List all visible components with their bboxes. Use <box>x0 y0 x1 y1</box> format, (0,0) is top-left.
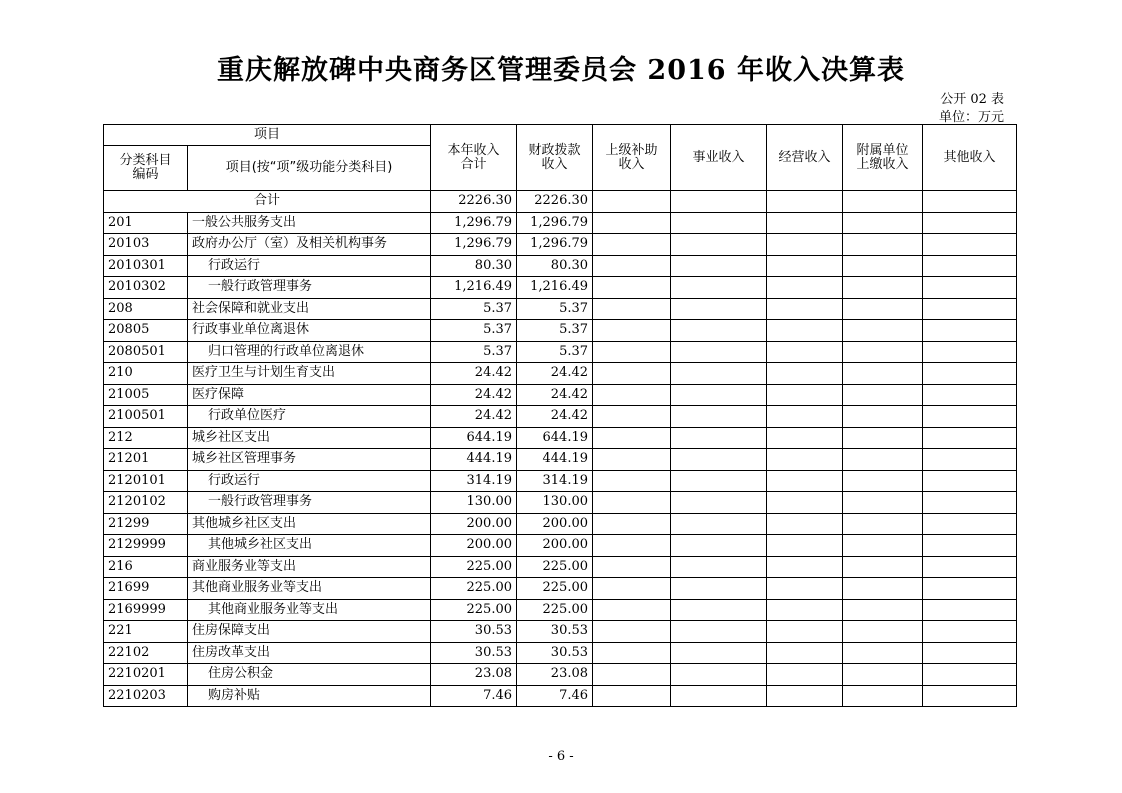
fiscal-cell: 5.37 <box>517 298 593 320</box>
item-name-cell: 一般行政管理事务 <box>188 277 431 299</box>
table-row <box>104 320 1017 342</box>
table-row <box>104 255 1017 277</box>
fiscal-cell: 30.53 <box>517 621 593 643</box>
empty-cell <box>671 621 767 643</box>
header-item-name: 项目(按“项”级功能分类科目) <box>188 146 431 191</box>
total-income-cell: 200.00 <box>431 513 517 535</box>
table-row <box>104 470 1017 492</box>
empty-cell <box>671 191 767 213</box>
total-income-cell: 30.53 <box>431 642 517 664</box>
total-income-cell: 1,296.79 <box>431 234 517 256</box>
empty-cell <box>923 513 1017 535</box>
empty-cell <box>593 234 671 256</box>
empty-cell <box>767 320 843 342</box>
empty-cell <box>671 578 767 600</box>
empty-cell <box>923 599 1017 621</box>
code-cell: 20805 <box>104 320 188 342</box>
item-name-cell: 医疗保障 <box>188 384 431 406</box>
fiscal-cell: 1,216.49 <box>517 277 593 299</box>
table-row <box>104 685 1017 707</box>
empty-cell <box>767 255 843 277</box>
empty-cell <box>843 492 923 514</box>
empty-cell <box>843 535 923 557</box>
item-name-cell: 商业服务业等支出 <box>188 556 431 578</box>
fiscal-cell: 24.42 <box>517 384 593 406</box>
empty-cell <box>923 664 1017 686</box>
empty-cell <box>923 492 1017 514</box>
item-name-cell: 城乡社区支出 <box>188 427 431 449</box>
fiscal-cell: 1,296.79 <box>517 234 593 256</box>
table-row <box>104 664 1017 686</box>
fiscal-cell: 24.42 <box>517 363 593 385</box>
empty-cell <box>593 621 671 643</box>
total-income-cell: 225.00 <box>431 599 517 621</box>
item-name-cell: 城乡社区管理事务 <box>188 449 431 471</box>
page-number: - 6 - <box>548 749 574 764</box>
fiscal-cell: 200.00 <box>517 513 593 535</box>
total-income-cell: 314.19 <box>431 470 517 492</box>
item-name-cell: 医疗卫生与计划生育支出 <box>188 363 431 385</box>
empty-cell <box>923 535 1017 557</box>
empty-cell <box>671 341 767 363</box>
empty-cell <box>593 556 671 578</box>
total-income-cell: 24.42 <box>431 406 517 428</box>
empty-cell <box>767 599 843 621</box>
code-cell: 212 <box>104 427 188 449</box>
code-cell: 208 <box>104 298 188 320</box>
total-income-cell: 225.00 <box>431 578 517 600</box>
empty-cell <box>923 427 1017 449</box>
empty-cell <box>593 191 671 213</box>
total-income-cell: 130.00 <box>431 492 517 514</box>
form-number: 公开 02 表 <box>940 92 1004 107</box>
empty-cell <box>671 234 767 256</box>
fiscal-cell: 24.42 <box>517 406 593 428</box>
code-cell: 2210203 <box>104 685 188 707</box>
header-fiscal: 财政拨款收入 <box>517 125 593 191</box>
header-other: 其他收入 <box>923 125 1017 191</box>
total-income-cell: 5.37 <box>431 320 517 342</box>
empty-cell <box>671 449 767 471</box>
empty-cell <box>593 320 671 342</box>
empty-cell <box>767 363 843 385</box>
empty-cell <box>593 664 671 686</box>
table-row <box>104 492 1017 514</box>
item-name-cell: 行政运行 <box>188 470 431 492</box>
empty-cell <box>593 427 671 449</box>
fiscal-cell: 225.00 <box>517 556 593 578</box>
code-cell: 21201 <box>104 449 188 471</box>
empty-cell <box>843 212 923 234</box>
total-label: 合计 <box>104 191 431 213</box>
empty-cell <box>923 621 1017 643</box>
table-row <box>104 341 1017 363</box>
empty-cell <box>767 384 843 406</box>
empty-cell <box>923 320 1017 342</box>
code-cell: 2100501 <box>104 406 188 428</box>
empty-cell <box>593 341 671 363</box>
total-income-cell: 444.19 <box>431 449 517 471</box>
table-row <box>104 277 1017 299</box>
item-name-cell: 其他商业服务业等支出 <box>188 599 431 621</box>
fiscal-cell: 5.37 <box>517 320 593 342</box>
empty-cell <box>843 384 923 406</box>
item-name-cell: 其他城乡社区支出 <box>188 513 431 535</box>
total-income-cell: 7.46 <box>431 685 517 707</box>
empty-cell <box>767 212 843 234</box>
empty-cell <box>923 642 1017 664</box>
header-total-income: 本年收入合计 <box>431 125 517 191</box>
item-name-cell: 一般行政管理事务 <box>188 492 431 514</box>
item-name-cell: 住房改革支出 <box>188 642 431 664</box>
empty-cell <box>923 578 1017 600</box>
table-row <box>104 621 1017 643</box>
table-row <box>104 642 1017 664</box>
empty-cell <box>593 449 671 471</box>
table-row <box>104 556 1017 578</box>
header-items: 项目 <box>104 125 431 146</box>
empty-cell <box>593 255 671 277</box>
fiscal-cell: 5.37 <box>517 341 593 363</box>
item-name-cell: 购房补贴 <box>188 685 431 707</box>
empty-cell <box>767 234 843 256</box>
total-income-cell: 225.00 <box>431 556 517 578</box>
empty-cell <box>593 212 671 234</box>
empty-cell <box>767 578 843 600</box>
fiscal-cell: 7.46 <box>517 685 593 707</box>
code-cell: 21299 <box>104 513 188 535</box>
empty-cell <box>843 664 923 686</box>
header-code: 分类科目编码 <box>104 146 188 191</box>
table-row <box>104 212 1017 234</box>
table-row <box>104 298 1017 320</box>
header-operating: 经营收入 <box>767 125 843 191</box>
total-income-value: 2226.30 <box>431 191 517 213</box>
empty-cell <box>671 320 767 342</box>
total-income-cell: 23.08 <box>431 664 517 686</box>
item-name-cell: 其他商业服务业等支出 <box>188 578 431 600</box>
empty-cell <box>767 642 843 664</box>
empty-cell <box>923 234 1017 256</box>
table-row <box>104 427 1017 449</box>
empty-cell <box>671 427 767 449</box>
empty-cell <box>767 277 843 299</box>
empty-cell <box>843 320 923 342</box>
total-income-cell: 644.19 <box>431 427 517 449</box>
item-name-cell: 住房公积金 <box>188 664 431 686</box>
page-title: 重庆解放碑中央商务区管理委员会 2016 年收入决算表 <box>217 55 905 86</box>
empty-cell <box>593 492 671 514</box>
empty-cell <box>767 191 843 213</box>
empty-cell <box>671 384 767 406</box>
header-superior-subsidy: 上级补助收入 <box>593 125 671 191</box>
empty-cell <box>593 513 671 535</box>
empty-cell <box>767 535 843 557</box>
item-name-cell: 行政单位医疗 <box>188 406 431 428</box>
item-name-cell: 住房保障支出 <box>188 621 431 643</box>
empty-cell <box>671 470 767 492</box>
empty-cell <box>843 255 923 277</box>
empty-cell <box>671 406 767 428</box>
empty-cell <box>767 427 843 449</box>
empty-cell <box>923 341 1017 363</box>
empty-cell <box>593 685 671 707</box>
empty-cell <box>923 406 1017 428</box>
empty-cell <box>593 599 671 621</box>
total-income-cell: 24.42 <box>431 384 517 406</box>
empty-cell <box>767 449 843 471</box>
empty-cell <box>767 513 843 535</box>
header-affiliated: 附属单位上缴收入 <box>843 125 923 191</box>
empty-cell <box>843 363 923 385</box>
empty-cell <box>671 255 767 277</box>
empty-cell <box>671 535 767 557</box>
total-row <box>104 191 1017 213</box>
empty-cell <box>923 685 1017 707</box>
table-row <box>104 578 1017 600</box>
total-income-cell: 80.30 <box>431 255 517 277</box>
income-table <box>103 124 1017 707</box>
empty-cell <box>671 363 767 385</box>
empty-cell <box>923 255 1017 277</box>
code-cell: 2080501 <box>104 341 188 363</box>
empty-cell <box>593 535 671 557</box>
fiscal-cell: 225.00 <box>517 599 593 621</box>
code-cell: 21005 <box>104 384 188 406</box>
total-income-cell: 200.00 <box>431 535 517 557</box>
header-business: 事业收入 <box>671 125 767 191</box>
fiscal-cell: 80.30 <box>517 255 593 277</box>
total-income-cell: 5.37 <box>431 298 517 320</box>
code-cell: 201 <box>104 212 188 234</box>
item-name-cell: 社会保障和就业支出 <box>188 298 431 320</box>
empty-cell <box>843 191 923 213</box>
empty-cell <box>843 406 923 428</box>
fiscal-cell: 130.00 <box>517 492 593 514</box>
code-cell: 210 <box>104 363 188 385</box>
empty-cell <box>923 384 1017 406</box>
item-name-cell: 其他城乡社区支出 <box>188 535 431 557</box>
empty-cell <box>671 298 767 320</box>
code-cell: 2010302 <box>104 277 188 299</box>
code-cell: 221 <box>104 621 188 643</box>
table-row <box>104 449 1017 471</box>
fiscal-cell: 23.08 <box>517 664 593 686</box>
empty-cell <box>671 212 767 234</box>
table-row <box>104 234 1017 256</box>
total-income-cell: 24.42 <box>431 363 517 385</box>
empty-cell <box>843 470 923 492</box>
empty-cell <box>923 277 1017 299</box>
total-income-cell: 30.53 <box>431 621 517 643</box>
empty-cell <box>843 599 923 621</box>
empty-cell <box>767 470 843 492</box>
empty-cell <box>923 298 1017 320</box>
empty-cell <box>767 406 843 428</box>
empty-cell <box>843 427 923 449</box>
fiscal-cell: 444.19 <box>517 449 593 471</box>
empty-cell <box>923 470 1017 492</box>
unit-label: 单位：万元 <box>938 110 1004 125</box>
total-income-cell: 5.37 <box>431 341 517 363</box>
code-cell: 2129999 <box>104 535 188 557</box>
empty-cell <box>843 298 923 320</box>
code-cell: 2010301 <box>104 255 188 277</box>
code-cell: 21699 <box>104 578 188 600</box>
empty-cell <box>843 556 923 578</box>
empty-cell <box>843 234 923 256</box>
empty-cell <box>593 363 671 385</box>
table-row <box>104 599 1017 621</box>
code-cell: 2169999 <box>104 599 188 621</box>
empty-cell <box>593 277 671 299</box>
table-row <box>104 384 1017 406</box>
empty-cell <box>593 470 671 492</box>
empty-cell <box>923 449 1017 471</box>
empty-cell <box>767 556 843 578</box>
empty-cell <box>923 556 1017 578</box>
code-cell: 2120102 <box>104 492 188 514</box>
empty-cell <box>767 664 843 686</box>
empty-cell <box>671 556 767 578</box>
table-row <box>104 535 1017 557</box>
empty-cell <box>843 685 923 707</box>
empty-cell <box>671 277 767 299</box>
total-income-cell: 1,216.49 <box>431 277 517 299</box>
item-name-cell: 一般公共服务支出 <box>188 212 431 234</box>
empty-cell <box>923 212 1017 234</box>
empty-cell <box>843 578 923 600</box>
empty-cell <box>843 341 923 363</box>
empty-cell <box>671 599 767 621</box>
item-name-cell: 归口管理的行政单位离退休 <box>188 341 431 363</box>
empty-cell <box>843 621 923 643</box>
empty-cell <box>843 642 923 664</box>
empty-cell <box>767 492 843 514</box>
empty-cell <box>593 298 671 320</box>
item-name-cell: 政府办公厅（室）及相关机构事务 <box>188 234 431 256</box>
empty-cell <box>767 621 843 643</box>
item-name-cell: 行政运行 <box>188 255 431 277</box>
empty-cell <box>843 449 923 471</box>
empty-cell <box>671 642 767 664</box>
fiscal-cell: 200.00 <box>517 535 593 557</box>
empty-cell <box>593 578 671 600</box>
code-cell: 20103 <box>104 234 188 256</box>
empty-cell <box>593 406 671 428</box>
fiscal-cell: 314.19 <box>517 470 593 492</box>
empty-cell <box>671 492 767 514</box>
empty-cell <box>671 685 767 707</box>
empty-cell <box>767 341 843 363</box>
table-row <box>104 406 1017 428</box>
empty-cell <box>843 513 923 535</box>
empty-cell <box>923 363 1017 385</box>
empty-cell <box>593 642 671 664</box>
fiscal-cell: 30.53 <box>517 642 593 664</box>
empty-cell <box>671 664 767 686</box>
fiscal-cell: 225.00 <box>517 578 593 600</box>
table-row <box>104 363 1017 385</box>
fiscal-cell: 644.19 <box>517 427 593 449</box>
empty-cell <box>767 298 843 320</box>
code-cell: 2120101 <box>104 470 188 492</box>
fiscal-cell: 1,296.79 <box>517 212 593 234</box>
code-cell: 2210201 <box>104 664 188 686</box>
total-income-cell: 1,296.79 <box>431 212 517 234</box>
table-row <box>104 513 1017 535</box>
empty-cell <box>767 685 843 707</box>
empty-cell <box>593 384 671 406</box>
empty-cell <box>923 191 1017 213</box>
item-name-cell: 行政事业单位离退休 <box>188 320 431 342</box>
code-cell: 22102 <box>104 642 188 664</box>
total-fiscal-value: 2226.30 <box>517 191 593 213</box>
empty-cell <box>843 277 923 299</box>
empty-cell <box>671 513 767 535</box>
code-cell: 216 <box>104 556 188 578</box>
